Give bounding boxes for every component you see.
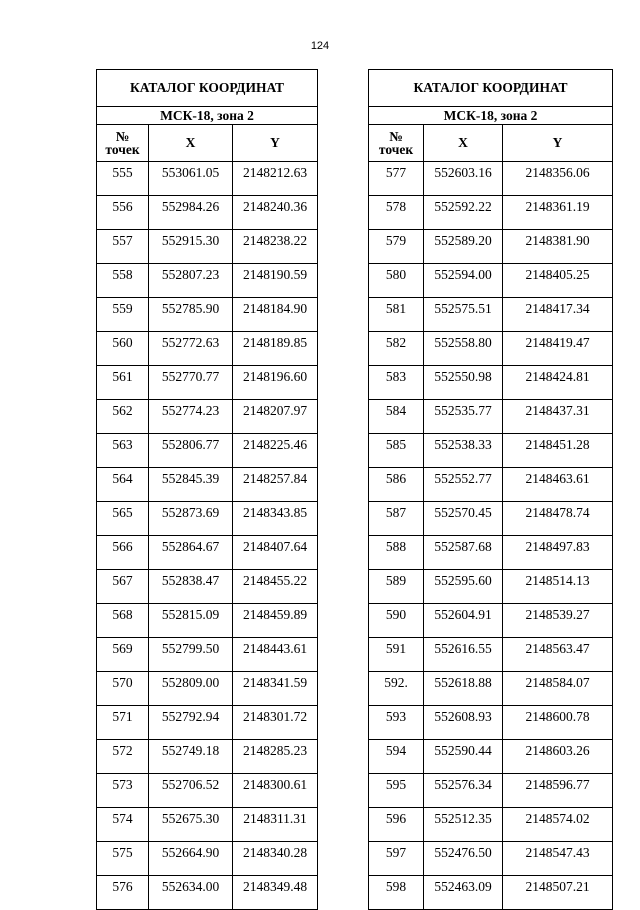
point-number-cell: 589 xyxy=(369,570,424,604)
point-number-cell: 580 xyxy=(369,264,424,298)
point-number-cell: 591 xyxy=(369,638,424,672)
point-number-cell: 590 xyxy=(369,604,424,638)
catalog-subtitle: МСК-18, зона 2 xyxy=(97,107,318,125)
table-row xyxy=(369,808,613,842)
y-coordinate-cell: 2148225.46 xyxy=(233,434,318,468)
x-coordinate-cell: 552604.91 xyxy=(424,604,503,638)
point-number-cell: 565 xyxy=(97,502,149,536)
x-coordinate-cell: 552512.35 xyxy=(424,808,503,842)
y-coordinate-cell: 2148257.84 xyxy=(233,468,318,502)
y-coordinate-cell: 2148584.07 xyxy=(503,672,613,706)
y-coordinate-cell: 2148343.85 xyxy=(233,502,318,536)
y-coordinate-cell: 2148600.78 xyxy=(503,706,613,740)
table-row xyxy=(97,570,318,604)
x-coordinate-cell: 552552.77 xyxy=(424,468,503,502)
y-coordinate-cell: 2148463.61 xyxy=(503,468,613,502)
point-number-cell: 587 xyxy=(369,502,424,536)
point-number-cell: 558 xyxy=(97,264,149,298)
point-number-cell: 581 xyxy=(369,298,424,332)
table-row xyxy=(369,604,613,638)
table-row xyxy=(369,400,613,434)
x-coordinate-cell: 552770.77 xyxy=(149,366,233,400)
y-coordinate-cell: 2148196.60 xyxy=(233,366,318,400)
point-number-cell: 569 xyxy=(97,638,149,672)
point-number-cell: 566 xyxy=(97,536,149,570)
x-coordinate-cell: 552558.80 xyxy=(424,332,503,366)
point-number-cell: 567 xyxy=(97,570,149,604)
table-row xyxy=(97,366,318,400)
point-number-cell: 586 xyxy=(369,468,424,502)
table-row xyxy=(369,230,613,264)
table-row xyxy=(369,638,613,672)
point-number-cell: 577 xyxy=(369,162,424,196)
point-number-header xyxy=(369,125,424,162)
y-coordinate-cell: 2148190.59 xyxy=(233,264,318,298)
y-coordinate-cell: 2148563.47 xyxy=(503,638,613,672)
point-number-cell: 572 xyxy=(97,740,149,774)
point-number-cell: 585 xyxy=(369,434,424,468)
x-coordinate-cell: 552575.51 xyxy=(424,298,503,332)
table-row xyxy=(369,876,613,910)
x-coordinate-cell: 552915.30 xyxy=(149,230,233,264)
x-coordinate-cell: 552463.09 xyxy=(424,876,503,910)
table-row xyxy=(97,808,318,842)
x-coordinate-cell: 552595.60 xyxy=(424,570,503,604)
y-coordinate-cell: 2148478.74 xyxy=(503,502,613,536)
table-row xyxy=(369,434,613,468)
number-symbol: № xyxy=(389,129,403,144)
table-row xyxy=(97,502,318,536)
table-row xyxy=(97,434,318,468)
y-coordinate-cell: 2148443.61 xyxy=(233,638,318,672)
x-coordinate-cell: 552984.26 xyxy=(149,196,233,230)
table-row xyxy=(369,196,613,230)
x-coordinate-cell: 552550.98 xyxy=(424,366,503,400)
y-coordinate-cell: 2148547.43 xyxy=(503,842,613,876)
table-row xyxy=(97,468,318,502)
x-coordinate-cell: 552845.39 xyxy=(149,468,233,502)
table-row xyxy=(97,604,318,638)
x-coordinate-cell: 552538.33 xyxy=(424,434,503,468)
point-number-cell: 561 xyxy=(97,366,149,400)
point-number-cell: 576 xyxy=(97,876,149,910)
y-coordinate-cell: 2148596.77 xyxy=(503,774,613,808)
y-coordinate-cell: 2148539.27 xyxy=(503,604,613,638)
x-coordinate-cell: 552589.20 xyxy=(424,230,503,264)
table-row xyxy=(97,536,318,570)
point-number-cell: 584 xyxy=(369,400,424,434)
y-coordinate-cell: 2148497.83 xyxy=(503,536,613,570)
point-number-cell: 570 xyxy=(97,672,149,706)
y-coordinate-cell: 2148507.21 xyxy=(503,876,613,910)
y-coordinate-cell: 2148419.47 xyxy=(503,332,613,366)
y-coordinate-cell: 2148361.19 xyxy=(503,196,613,230)
x-coordinate-cell: 552576.34 xyxy=(424,774,503,808)
x-coordinate-cell: 552799.50 xyxy=(149,638,233,672)
x-coordinate-cell: 552587.68 xyxy=(424,536,503,570)
x-coordinate-cell: 552618.88 xyxy=(424,672,503,706)
number-symbol: № xyxy=(115,129,130,144)
table-row xyxy=(97,400,318,434)
coordinate-catalog-left xyxy=(96,69,318,910)
y-coordinate-cell: 2148212.63 xyxy=(233,162,318,196)
point-number-cell: 568 xyxy=(97,604,149,638)
y-coordinate-cell: 2148381.90 xyxy=(503,230,613,264)
y-coordinate-cell: 2148238.22 xyxy=(233,230,318,264)
x-column-header: X xyxy=(149,125,233,162)
table-row xyxy=(369,332,613,366)
points-label: точек xyxy=(378,142,414,157)
x-coordinate-cell: 552785.90 xyxy=(149,298,233,332)
table-row xyxy=(369,570,613,604)
table-row xyxy=(369,468,613,502)
y-coordinate-cell: 2148240.36 xyxy=(233,196,318,230)
point-number-cell: 555 xyxy=(97,162,149,196)
point-number-cell: 596 xyxy=(369,808,424,842)
table-row xyxy=(97,230,318,264)
x-coordinate-cell: 552675.30 xyxy=(149,808,233,842)
point-number-cell: 559 xyxy=(97,298,149,332)
y-coordinate-cell: 2148341.59 xyxy=(233,672,318,706)
x-coordinate-cell: 552774.23 xyxy=(149,400,233,434)
point-number-cell: 557 xyxy=(97,230,149,264)
y-coordinate-cell: 2148349.48 xyxy=(233,876,318,910)
coordinate-catalog-right xyxy=(368,69,613,910)
y-coordinate-cell: 2148417.34 xyxy=(503,298,613,332)
table-row xyxy=(97,876,318,910)
point-number-cell: 582 xyxy=(369,332,424,366)
table-row xyxy=(369,298,613,332)
point-number-cell: 563 xyxy=(97,434,149,468)
y-column-header: Y xyxy=(233,125,318,162)
point-number-cell: 562 xyxy=(97,400,149,434)
catalog-title: КАТАЛОГ КООРДИНАТ xyxy=(97,70,318,107)
point-number-header xyxy=(97,125,149,162)
y-coordinate-cell: 2148300.61 xyxy=(233,774,318,808)
point-number-cell: 573 xyxy=(97,774,149,808)
x-coordinate-cell: 552535.77 xyxy=(424,400,503,434)
table-row xyxy=(369,706,613,740)
x-coordinate-cell: 552815.09 xyxy=(149,604,233,638)
x-coordinate-cell: 552608.93 xyxy=(424,706,503,740)
table-row xyxy=(97,332,318,366)
x-coordinate-cell: 552603.16 xyxy=(424,162,503,196)
y-column-header: Y xyxy=(503,125,613,162)
y-coordinate-cell: 2148424.81 xyxy=(503,366,613,400)
point-number-cell: 597 xyxy=(369,842,424,876)
x-coordinate-cell: 552616.55 xyxy=(424,638,503,672)
x-column-header: X xyxy=(424,125,503,162)
x-coordinate-cell: 552590.44 xyxy=(424,740,503,774)
point-number-cell: 556 xyxy=(97,196,149,230)
y-coordinate-cell: 2148407.64 xyxy=(233,536,318,570)
y-coordinate-cell: 2148189.85 xyxy=(233,332,318,366)
y-coordinate-cell: 2148311.31 xyxy=(233,808,318,842)
table-row xyxy=(369,672,613,706)
x-coordinate-cell: 552806.77 xyxy=(149,434,233,468)
point-number-cell: 595 xyxy=(369,774,424,808)
point-number-cell: 575 xyxy=(97,842,149,876)
y-coordinate-cell: 2148437.31 xyxy=(503,400,613,434)
table-row xyxy=(97,196,318,230)
table-row xyxy=(97,740,318,774)
x-coordinate-cell: 552838.47 xyxy=(149,570,233,604)
y-coordinate-cell: 2148574.02 xyxy=(503,808,613,842)
y-coordinate-cell: 2148184.90 xyxy=(233,298,318,332)
table-row xyxy=(369,740,613,774)
y-coordinate-cell: 2148285.23 xyxy=(233,740,318,774)
page-number: 124 xyxy=(310,40,330,52)
table-row xyxy=(369,502,613,536)
y-coordinate-cell: 2148301.72 xyxy=(233,706,318,740)
catalog-subtitle: МСК-18, зона 2 xyxy=(369,107,613,125)
point-number-cell: 571 xyxy=(97,706,149,740)
x-coordinate-cell: 552664.90 xyxy=(149,842,233,876)
x-coordinate-cell: 552706.52 xyxy=(149,774,233,808)
x-coordinate-cell: 552792.94 xyxy=(149,706,233,740)
point-number-cell: 594 xyxy=(369,740,424,774)
x-coordinate-cell: 552592.22 xyxy=(424,196,503,230)
point-number-cell: 579 xyxy=(369,230,424,264)
point-number-cell: 578 xyxy=(369,196,424,230)
x-coordinate-cell: 552570.45 xyxy=(424,502,503,536)
x-coordinate-cell: 552476.50 xyxy=(424,842,503,876)
table-row xyxy=(369,162,613,196)
y-coordinate-cell: 2148405.25 xyxy=(503,264,613,298)
table-row xyxy=(97,264,318,298)
table-row xyxy=(369,366,613,400)
point-number-cell: 583 xyxy=(369,366,424,400)
y-coordinate-cell: 2148603.26 xyxy=(503,740,613,774)
point-number-cell: 592. xyxy=(369,672,424,706)
table-row xyxy=(97,842,318,876)
table-row xyxy=(97,162,318,196)
table-row xyxy=(369,842,613,876)
x-coordinate-cell: 552864.67 xyxy=(149,536,233,570)
y-coordinate-cell: 2148455.22 xyxy=(233,570,318,604)
point-number-cell: 593 xyxy=(369,706,424,740)
catalog-title: КАТАЛОГ КООРДИНАТ xyxy=(369,70,613,107)
table-row xyxy=(97,706,318,740)
x-coordinate-cell: 552809.00 xyxy=(149,672,233,706)
y-coordinate-cell: 2148459.89 xyxy=(233,604,318,638)
point-number-cell: 564 xyxy=(97,468,149,502)
y-coordinate-cell: 2148340.28 xyxy=(233,842,318,876)
points-label: точек xyxy=(105,142,140,157)
x-coordinate-cell: 552749.18 xyxy=(149,740,233,774)
table-row xyxy=(97,298,318,332)
y-coordinate-cell: 2148451.28 xyxy=(503,434,613,468)
table-row xyxy=(369,536,613,570)
x-coordinate-cell: 552772.63 xyxy=(149,332,233,366)
table-row xyxy=(97,638,318,672)
y-coordinate-cell: 2148514.13 xyxy=(503,570,613,604)
x-coordinate-cell: 552594.00 xyxy=(424,264,503,298)
point-number-cell: 560 xyxy=(97,332,149,366)
table-row xyxy=(369,774,613,808)
table-row xyxy=(97,672,318,706)
x-coordinate-cell: 552807.23 xyxy=(149,264,233,298)
point-number-cell: 598 xyxy=(369,876,424,910)
y-coordinate-cell: 2148207.97 xyxy=(233,400,318,434)
x-coordinate-cell: 553061.05 xyxy=(149,162,233,196)
point-number-cell: 588 xyxy=(369,536,424,570)
table-row xyxy=(369,264,613,298)
x-coordinate-cell: 552873.69 xyxy=(149,502,233,536)
point-number-cell: 574 xyxy=(97,808,149,842)
x-coordinate-cell: 552634.00 xyxy=(149,876,233,910)
table-row xyxy=(97,774,318,808)
y-coordinate-cell: 2148356.06 xyxy=(503,162,613,196)
